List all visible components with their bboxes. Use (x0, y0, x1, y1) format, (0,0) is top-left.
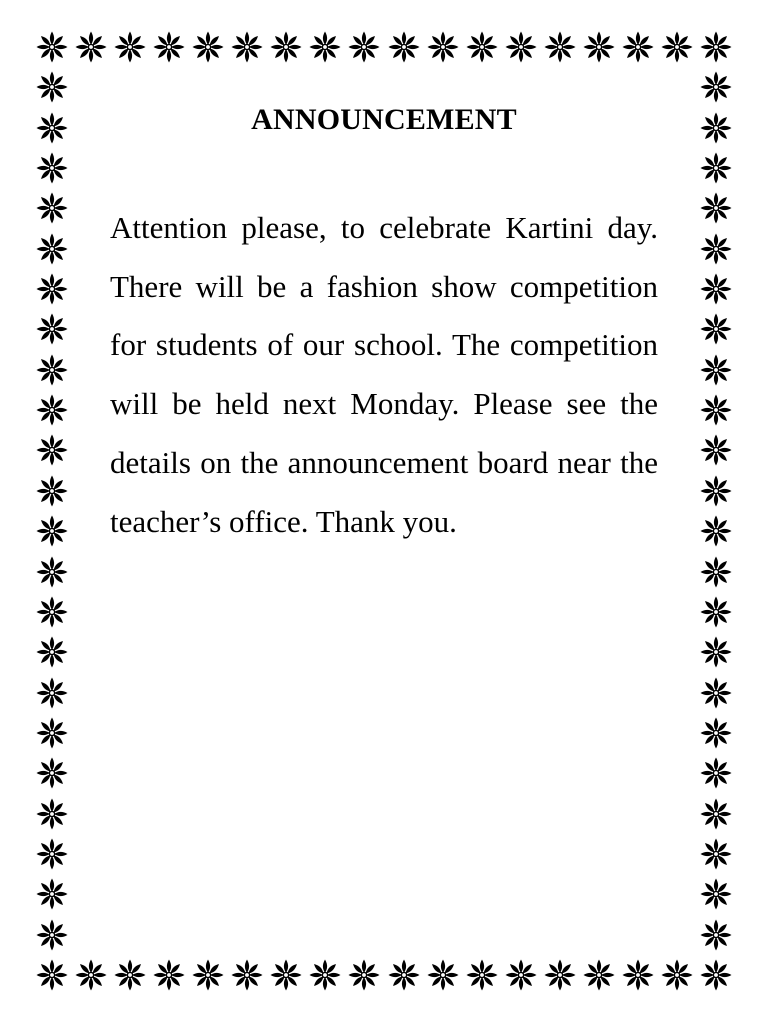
asterisk-flower-icon (35, 877, 69, 911)
asterisk-flower-icon (699, 393, 733, 427)
asterisk-flower-icon (699, 312, 733, 346)
asterisk-flower-icon (74, 30, 108, 64)
asterisk-flower-icon (387, 958, 421, 992)
asterisk-flower-icon (35, 555, 69, 589)
asterisk-flower-icon (35, 272, 69, 306)
asterisk-flower-icon (621, 958, 655, 992)
asterisk-flower-icon (35, 232, 69, 266)
asterisk-flower-icon (35, 514, 69, 548)
asterisk-flower-icon (699, 555, 733, 589)
asterisk-flower-icon (699, 877, 733, 911)
asterisk-flower-icon (504, 30, 538, 64)
asterisk-flower-icon (699, 191, 733, 225)
asterisk-flower-icon (387, 30, 421, 64)
asterisk-flower-icon (699, 756, 733, 790)
asterisk-flower-icon (621, 30, 655, 64)
asterisk-flower-icon (465, 958, 499, 992)
asterisk-flower-icon (35, 393, 69, 427)
asterisk-flower-icon (699, 595, 733, 629)
asterisk-flower-icon (113, 30, 147, 64)
asterisk-flower-icon (35, 433, 69, 467)
asterisk-flower-icon (269, 958, 303, 992)
asterisk-flower-icon (347, 30, 381, 64)
asterisk-flower-icon (35, 756, 69, 790)
asterisk-flower-icon (152, 30, 186, 64)
asterisk-flower-icon (699, 676, 733, 710)
asterisk-flower-icon (191, 30, 225, 64)
asterisk-flower-icon (308, 958, 342, 992)
asterisk-flower-icon (152, 958, 186, 992)
asterisk-flower-icon (543, 30, 577, 64)
asterisk-flower-icon (504, 958, 538, 992)
asterisk-flower-icon (230, 958, 264, 992)
asterisk-flower-icon (347, 958, 381, 992)
asterisk-flower-icon (699, 232, 733, 266)
asterisk-flower-icon (660, 30, 694, 64)
asterisk-flower-icon (699, 797, 733, 831)
asterisk-flower-icon (35, 716, 69, 750)
asterisk-flower-icon (308, 30, 342, 64)
asterisk-flower-icon (426, 30, 460, 64)
announcement-body: Attention please, to celebrate Kartini day. There will be a fashion show competition for students of our school. The competition will be held next Monday. Please see the details on the announcement board near the teacher’s office. Thank you. (110, 210, 658, 539)
asterisk-flower-icon (465, 30, 499, 64)
asterisk-flower-icon (35, 595, 69, 629)
asterisk-flower-icon (699, 433, 733, 467)
asterisk-flower-icon (699, 151, 733, 185)
asterisk-flower-icon (699, 70, 733, 104)
asterisk-flower-icon (699, 635, 733, 669)
asterisk-flower-icon (699, 474, 733, 508)
asterisk-flower-icon (35, 474, 69, 508)
asterisk-flower-icon (699, 272, 733, 306)
asterisk-flower-icon (699, 716, 733, 750)
asterisk-flower-icon (35, 312, 69, 346)
asterisk-flower-icon (426, 958, 460, 992)
asterisk-flower-icon (582, 30, 616, 64)
asterisk-flower-icon (699, 837, 733, 871)
asterisk-flower-icon (699, 958, 733, 992)
asterisk-flower-icon (543, 958, 577, 992)
announcement-title: ANNOUNCEMENT (251, 103, 517, 136)
asterisk-flower-icon (269, 30, 303, 64)
asterisk-flower-icon (582, 958, 616, 992)
asterisk-flower-icon (113, 958, 147, 992)
asterisk-flower-icon (35, 30, 69, 64)
asterisk-flower-icon (699, 30, 733, 64)
asterisk-flower-icon (35, 70, 69, 104)
asterisk-flower-icon (699, 353, 733, 387)
asterisk-flower-icon (660, 958, 694, 992)
asterisk-flower-icon (191, 958, 225, 992)
asterisk-flower-icon (230, 30, 264, 64)
asterisk-flower-icon (74, 958, 108, 992)
asterisk-flower-icon (699, 514, 733, 548)
asterisk-flower-icon (35, 837, 69, 871)
asterisk-flower-icon (35, 353, 69, 387)
asterisk-flower-icon (35, 958, 69, 992)
asterisk-flower-icon (35, 797, 69, 831)
asterisk-flower-icon (35, 635, 69, 669)
asterisk-flower-icon (35, 191, 69, 225)
asterisk-flower-icon (699, 918, 733, 952)
asterisk-flower-icon (35, 151, 69, 185)
asterisk-flower-icon (35, 676, 69, 710)
asterisk-flower-icon (35, 918, 69, 952)
